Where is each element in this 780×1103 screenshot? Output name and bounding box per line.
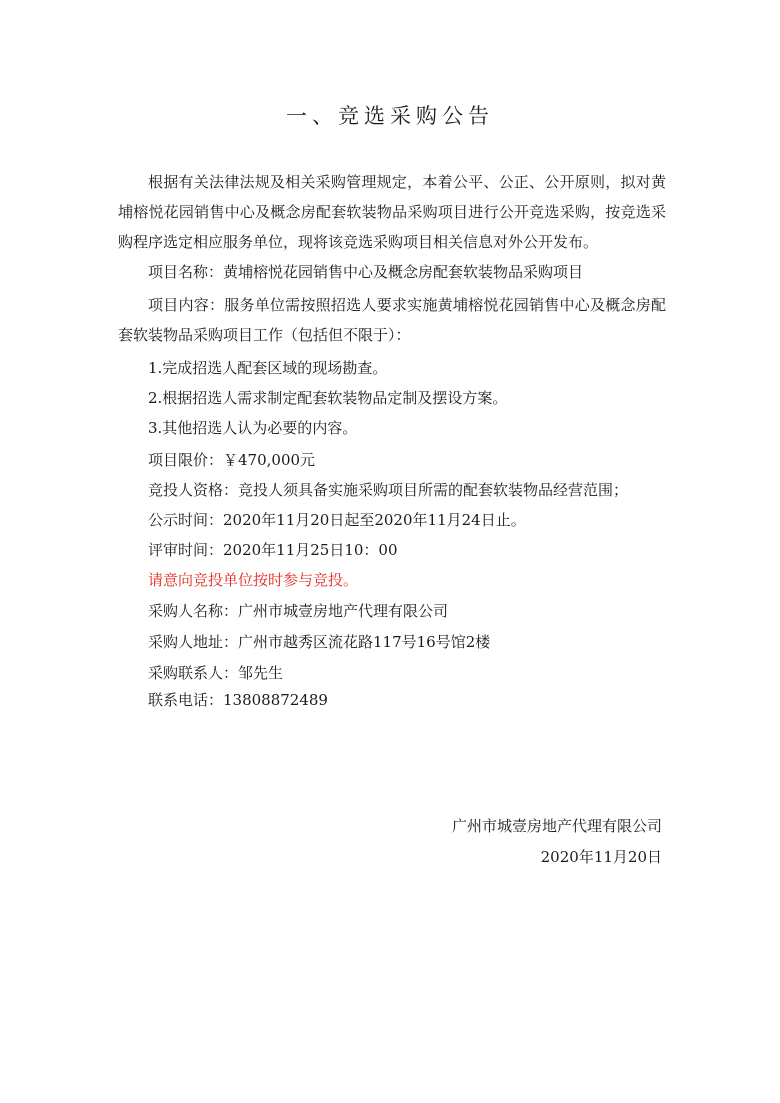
purchaser-name: 采购人名称：广州市城壹房地产代理有限公司 (148, 602, 449, 620)
publicity-time: 公示时间：2020年11月20日起至2020年11月24日止。 (148, 511, 526, 529)
list-item: 1.完成招选人配套区域的现场勘查。 (148, 359, 388, 377)
project-name: 项目名称：黄埔榕悦花园销售中心及概念房配套软装物品采购项目 (148, 263, 584, 281)
signature-date: 2020年11月20日 (540, 848, 662, 866)
list-item: 3.其他招选人认为必要的内容。 (148, 419, 358, 437)
list-item: 2.根据招选人需求制定配套软装物品定制及摆设方案。 (148, 389, 508, 407)
contact-phone: 联系电话：13808872489 (148, 691, 328, 709)
price-limit: 项目限价：￥470,000元 (148, 451, 316, 469)
page-title: 一、竞选采购公告 (286, 104, 494, 128)
review-time: 评审时间：2020年11月25日10：00 (148, 541, 398, 559)
signature-company: 广州市城壹房地产代理有限公司 (451, 817, 662, 835)
purchaser-address: 采购人地址：广州市越秀区流花路117号16号馆2楼 (148, 633, 491, 651)
bidding-notice: 请意向竞投单位按时参与竞投。 (148, 571, 359, 589)
qualification: 竞投人资格：竞投人须具备实施采购项目所需的配套软装物品经营范围； (148, 481, 629, 499)
contact-person: 采购联系人：邹先生 (148, 664, 284, 682)
intro-paragraph: 根据有关法律法规及相关采购管理规定，本着公平、公正、公开原则，拟对黄埔榕悦花园销售中心及概念房配套软装物品采购项目进行公开竞选采购，按竞选采购程序选定相应服务单位，现将该竞选采购项目相关信息对外公开发布。 (118, 173, 666, 251)
project-content: 项目内容：服务单位需按照招选人要求实施黄埔榕悦花园销售中心及概念房配套软装物品采购项目工作（包括但不限于）： (118, 296, 666, 344)
